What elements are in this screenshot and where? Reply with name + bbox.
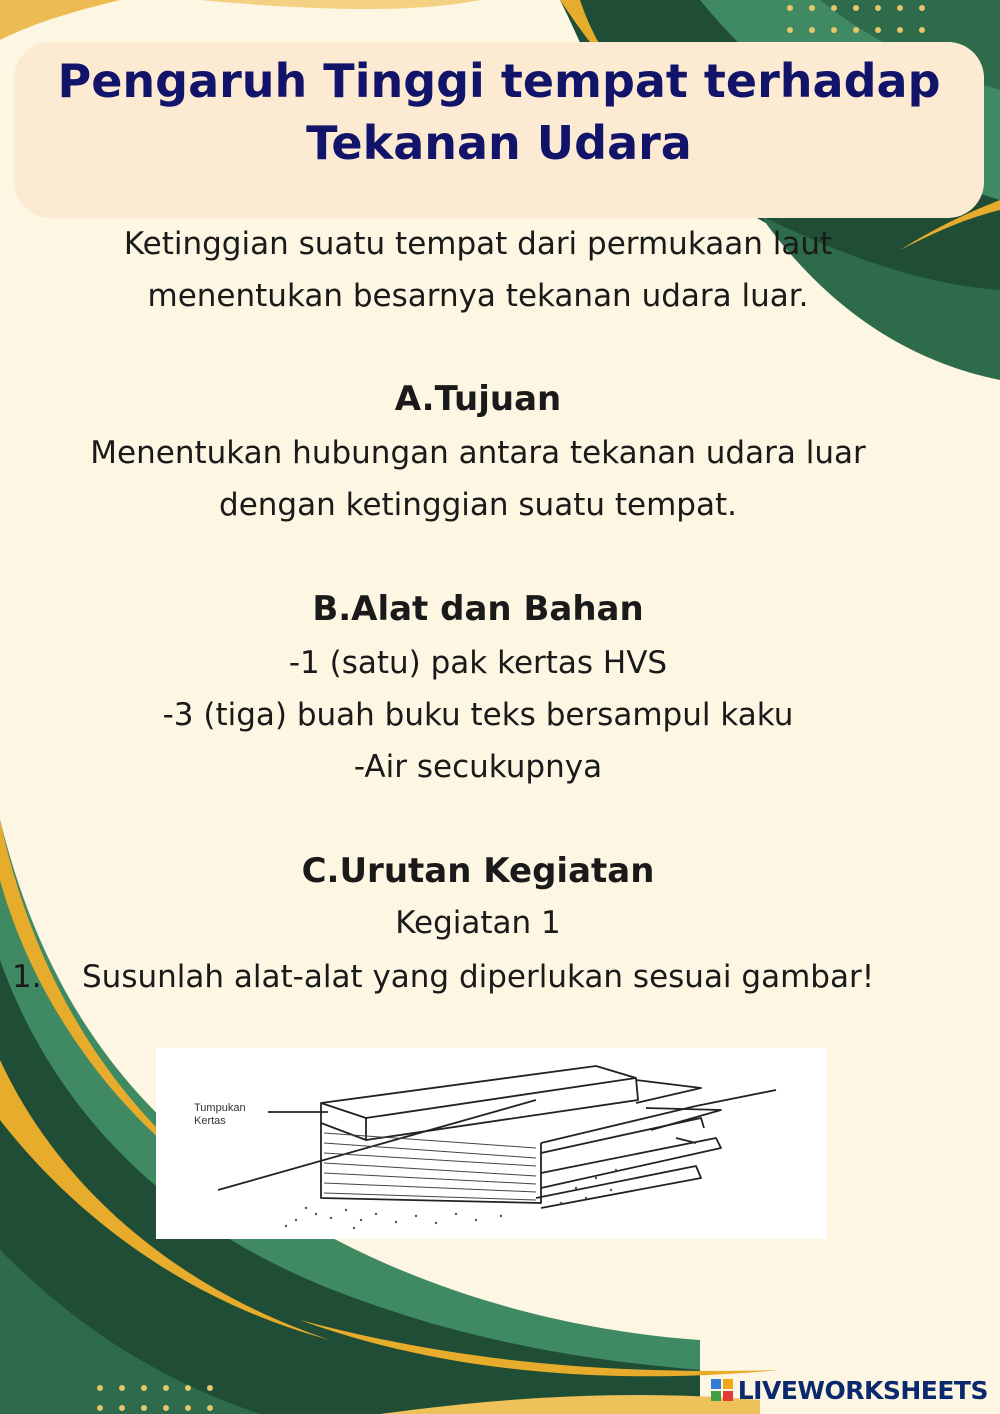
material-item: -Air secukupnya <box>353 749 603 785</box>
section-c-heading: C.Urutan Kegiatan <box>301 851 655 891</box>
dot-pattern-bottom <box>90 1380 230 1414</box>
step-text: Susunlah alat-alat yang diperlukan sesuai gambar! <box>82 959 875 995</box>
intro-line-2: menentukan besarnya tekanan udara luar. <box>147 278 809 314</box>
intro-line-1: Ketinggian suatu tempat dari permukaan laut <box>123 226 833 262</box>
material-item: -3 (tiga) buah buku teks bersampul kaku <box>162 697 794 733</box>
section-a-line-2: dengan ketinggian suatu tempat. <box>219 487 737 523</box>
paper-stack-figure <box>156 1048 827 1239</box>
step-item <box>12 951 972 1003</box>
figure-label-line-1: Tumpukan <box>194 1102 246 1114</box>
section-b-heading: B.Alat dan Bahan <box>312 589 644 629</box>
material-item: -1 (satu) pak kertas HVS <box>288 645 668 681</box>
brand-name: LIVEWORKSHEETS <box>737 1375 988 1405</box>
page-title: Pengaruh Tinggi tempat terhadap Tekanan Udara <box>57 54 941 170</box>
figure-label-line-2: Kertas <box>194 1115 226 1127</box>
dot-pattern-top <box>780 0 980 40</box>
section-a-heading: A.Tujuan <box>394 379 562 419</box>
activity-label: Kegiatan 1 <box>395 905 561 941</box>
liveworksheets-logo-icon <box>710 1378 734 1402</box>
paper-stack-drawing <box>156 1048 827 1239</box>
step-number: 1. <box>12 959 42 995</box>
section-a-line-1: Menentukan hubungan antara tekanan udara luar <box>90 435 866 471</box>
liveworksheets-logo <box>710 1375 988 1405</box>
